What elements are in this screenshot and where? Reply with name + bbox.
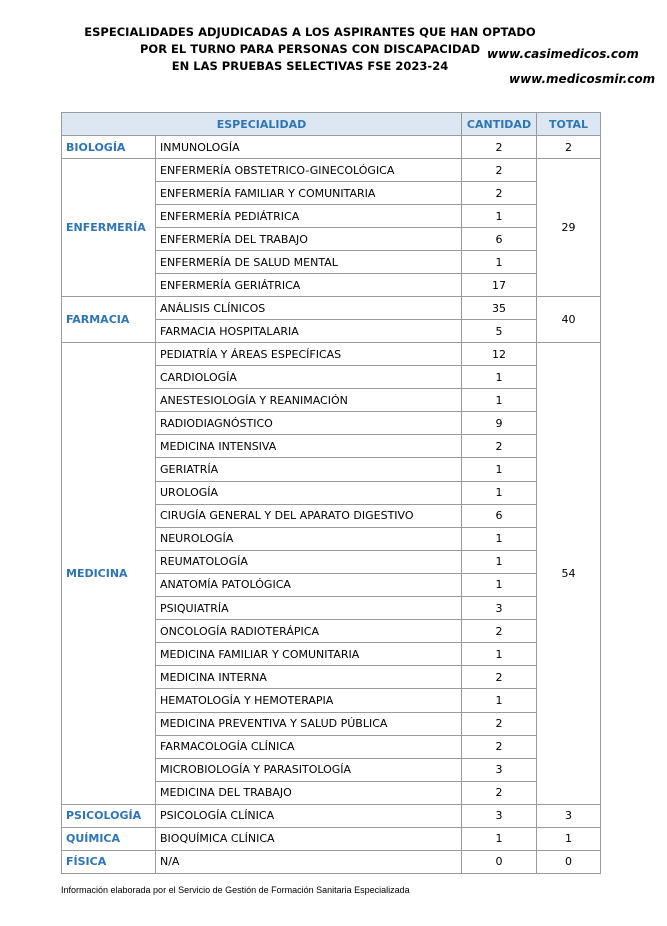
cantidad-cell: 2 xyxy=(462,620,537,643)
especialidad-cell: FARMACIA HOSPITALARIA xyxy=(156,320,462,343)
especialidad-cell: PEDIATRÍA Y ÁREAS ESPECÍFICAS xyxy=(156,343,462,366)
especialidad-cell: MEDICINA INTERNA xyxy=(156,666,462,689)
table-row xyxy=(62,159,601,182)
especialidad-cell: INMUNOLOGÍA xyxy=(156,136,462,159)
group-name: BIOLOGÍA xyxy=(62,136,156,159)
especialidad-cell: MEDICINA FAMILIAR Y COMUNITARIA xyxy=(156,643,462,666)
cantidad-cell: 2 xyxy=(462,435,537,458)
total-cell: 0 xyxy=(537,850,601,873)
table-row xyxy=(62,827,601,850)
especialidad-cell: CIRUGÍA GENERAL Y DEL APARATO DIGESTIVO xyxy=(156,504,462,527)
group-name: FÍSICA xyxy=(62,850,156,873)
cantidad-cell: 17 xyxy=(462,274,537,297)
table-row xyxy=(62,343,601,366)
especialidad-cell: FARMACOLOGÍA CLÍNICA xyxy=(156,735,462,758)
especialidad-cell: ENFERMERÍA DEL TRABAJO xyxy=(156,228,462,251)
cantidad-cell: 1 xyxy=(462,366,537,389)
group-name: FARMACIA xyxy=(62,297,156,343)
total-cell: 1 xyxy=(537,827,601,850)
group-name: PSICOLOGÍA xyxy=(62,804,156,827)
title-line-3: EN LAS PRUEBAS SELECTIVAS FSE 2023-24 xyxy=(171,59,449,73)
cantidad-cell: 6 xyxy=(462,228,537,251)
cantidad-cell: 2 xyxy=(462,781,537,804)
especialidad-cell: MEDICINA PREVENTIVA Y SALUD PÚBLICA xyxy=(156,712,462,735)
especialidad-cell: ENFERMERÍA GERIÁTRICA xyxy=(156,274,462,297)
table-row xyxy=(62,850,601,873)
cantidad-cell: 1 xyxy=(462,827,537,850)
cantidad-cell: 1 xyxy=(462,205,537,228)
title-line-1: ESPECIALIDADES ADJUDICADAS A LOS ASPIRANTES QUE HAN OPTADO xyxy=(84,25,536,39)
table-row xyxy=(62,804,601,827)
cantidad-cell: 2 xyxy=(462,712,537,735)
cantidad-cell: 35 xyxy=(462,297,537,320)
especialidad-cell: PSICOLOGÍA CLÍNICA xyxy=(156,804,462,827)
table-header-row xyxy=(62,113,601,136)
cantidad-cell: 1 xyxy=(462,481,537,504)
header-especialidad: ESPECIALIDAD xyxy=(62,113,462,136)
cantidad-cell: 2 xyxy=(462,735,537,758)
total-cell: 2 xyxy=(537,136,601,159)
especialidad-cell: MEDICINA DEL TRABAJO xyxy=(156,781,462,804)
especialidad-cell: ENFERMERÍA PEDIÁTRICA xyxy=(156,205,462,228)
cantidad-cell: 1 xyxy=(462,689,537,712)
especialidad-cell: RADIODIAGNÓSTICO xyxy=(156,412,462,435)
especialidad-cell: GERIATRÍA xyxy=(156,458,462,481)
cantidad-cell: 2 xyxy=(462,159,537,182)
group-name: ENFERMERÍA xyxy=(62,159,156,297)
especialidad-cell: ANÁLISIS CLÍNICOS xyxy=(156,297,462,320)
especialidad-cell: ENFERMERÍA FAMILIAR Y COMUNITARIA xyxy=(156,182,462,205)
especialidad-cell: HEMATOLOGÍA Y HEMOTERAPIA xyxy=(156,689,462,712)
especialidad-cell: MEDICINA INTENSIVA xyxy=(156,435,462,458)
cantidad-cell: 3 xyxy=(462,804,537,827)
especialidad-cell: MICROBIOLOGÍA Y PARASITOLOGÍA xyxy=(156,758,462,781)
especialidad-cell: ANESTESIOLOGÍA Y REANIMACIÓN xyxy=(156,389,462,412)
total-cell: 54 xyxy=(537,343,601,805)
table-row xyxy=(62,136,601,159)
group-name: QUÍMICA xyxy=(62,827,156,850)
cantidad-cell: 3 xyxy=(462,597,537,620)
header-cantidad: CANTIDAD xyxy=(462,113,537,136)
cantidad-cell: 1 xyxy=(462,527,537,550)
especialidad-cell: N/A xyxy=(156,850,462,873)
especialidad-cell: NEUROLOGÍA xyxy=(156,527,462,550)
watermark-casimedicos: www.casimedicos.com xyxy=(487,47,639,61)
especialidad-cell: ANATOMÍA PATOLÓGICA xyxy=(156,573,462,596)
cantidad-cell: 2 xyxy=(462,666,537,689)
group-name: MEDICINA xyxy=(62,343,156,805)
especialidad-cell: BIOQUÍMICA CLÍNICA xyxy=(156,827,462,850)
especialidad-cell: ENFERMERÍA DE SALUD MENTAL xyxy=(156,251,462,274)
cantidad-cell: 1 xyxy=(462,389,537,412)
cantidad-cell: 1 xyxy=(462,550,537,573)
especialidad-cell: REUMATOLOGÍA xyxy=(156,550,462,573)
especialidad-cell: PSIQUIATRÍA xyxy=(156,597,462,620)
cantidad-cell: 1 xyxy=(462,251,537,274)
cantidad-cell: 6 xyxy=(462,504,537,527)
total-cell: 29 xyxy=(537,159,601,297)
cantidad-cell: 3 xyxy=(462,758,537,781)
cantidad-cell: 1 xyxy=(462,573,537,596)
title-line-2: POR EL TURNO PARA PERSONAS CON DISCAPACIDAD xyxy=(139,42,480,56)
cantidad-cell: 1 xyxy=(462,643,537,666)
cantidad-cell: 12 xyxy=(462,343,537,366)
cantidad-cell: 2 xyxy=(462,136,537,159)
cantidad-cell: 5 xyxy=(462,320,537,343)
cantidad-cell: 1 xyxy=(462,458,537,481)
especialidad-cell: ONCOLOGÍA RADIOTERÁPICA xyxy=(156,620,462,643)
header-total: TOTAL xyxy=(537,113,601,136)
total-cell: 40 xyxy=(537,297,601,343)
watermark-medicosmir: www.medicosmir.com xyxy=(509,72,656,86)
especialidad-cell: ENFERMERÍA OBSTETRICO-GINECOLÓGICA xyxy=(156,159,462,182)
footer-note: Información elaborada por el Servicio de Gestión de Formación Sanitaria Especializada xyxy=(61,885,410,895)
cantidad-cell: 2 xyxy=(462,182,537,205)
cantidad-cell: 0 xyxy=(462,850,537,873)
especialidad-cell: CARDIOLOGÍA xyxy=(156,366,462,389)
table-body xyxy=(62,136,601,874)
total-cell: 3 xyxy=(537,804,601,827)
table-row xyxy=(62,297,601,320)
specialties-table xyxy=(61,112,601,874)
cantidad-cell: 9 xyxy=(462,412,537,435)
especialidad-cell: UROLOGÍA xyxy=(156,481,462,504)
